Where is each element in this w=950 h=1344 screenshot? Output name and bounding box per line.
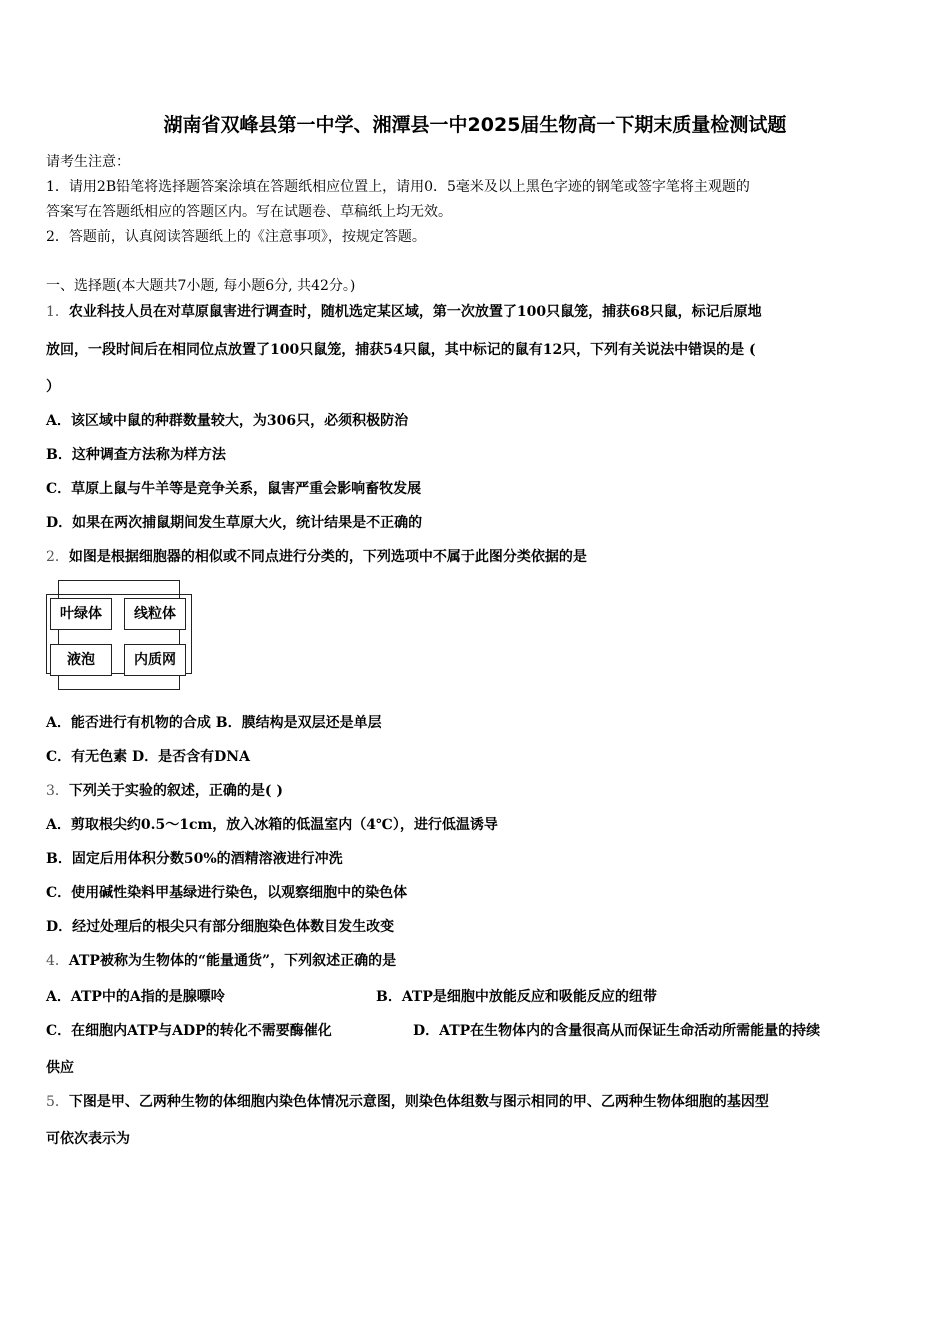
cell-mitochondria: 线粒体 — [124, 598, 186, 630]
question-3-stem — [46, 781, 283, 801]
question-4-stem — [46, 951, 396, 971]
options-2ab: A．能否进行有机物的合成 B．膜结构是双层还是单层 — [46, 715, 382, 731]
option-3b: B．固定后用体积分数50%的酒精溶液进行冲洗 — [46, 851, 343, 867]
notice-item-1: 1．请用2B铅笔将选择题答案涂填在答题纸相应位置上，请用0．5毫米及以上黑色字迹的钢笔或签字笔将主观题的 — [46, 179, 750, 195]
option-4d-cont: 供应 — [46, 1060, 74, 1076]
question-2-stem — [46, 547, 587, 567]
notice-heading: 请考生注意： — [46, 154, 130, 170]
option-4a: A．ATP中的A指的是腺嘌呤 — [46, 989, 225, 1005]
section-heading: 一、选择题(本大题共7小题, 每小题6分, 共42分。) — [46, 278, 356, 294]
cell-chloroplast: 叶绿体 — [50, 598, 112, 630]
option-4b: B．ATP是细胞中放能反应和吸能反应的纽带 — [376, 989, 657, 1005]
option-1c: C．草原上鼠与牛羊等是竞争关系，鼠害严重会影响畜牧发展 — [46, 481, 422, 497]
question-text: 下图是甲、乙两种生物的体细胞内染色体情况示意图，则染色体组数与图示相同的甲、乙两种生物体细胞的基因型 — [68, 1094, 769, 1110]
page-title: 湖南省双峰县第一中学、湘潭县一中2025届生物高一下期末质量检测试题 — [163, 114, 787, 136]
question-number: 3． — [46, 783, 69, 799]
question-number: 2． — [46, 549, 69, 565]
question-1-stem-end: ） — [46, 379, 60, 395]
option-1b: B．这种调查方法称为样方法 — [46, 447, 226, 463]
question-1-stem — [46, 302, 762, 322]
question-5-stem — [46, 1092, 769, 1112]
option-4d: D．ATP在生物体内的含量很高从而保证生命活动所需能量的持续 — [413, 1023, 821, 1039]
question-1-stem-cont: 放回，一段时间后在相同位点放置了100只鼠笼，捕获54只鼠，其中标记的鼠有12只，下列有关说法中错误的是 ( — [46, 342, 756, 358]
options-2cd: C．有无色素 D．是否含有DNA — [46, 749, 250, 765]
question-text: 下列关于实验的叙述，正确的是( ) — [68, 783, 284, 799]
organelle-classification-diagram — [44, 578, 196, 692]
question-number: 5． — [46, 1094, 69, 1110]
question-text: ATP被称为生物体的“能量通货”，下列叙述正确的是 — [68, 953, 397, 969]
notice-item-1-cont: 答案写在答题纸相应的答题区内。写在试题卷、草稿纸上均无效。 — [46, 204, 452, 220]
question-number: 1． — [46, 304, 69, 320]
option-3d: D．经过处理后的根尖只有部分细胞染色体数目发生改变 — [46, 919, 395, 935]
cell-er: 内质网 — [124, 644, 186, 676]
option-3c: C．使用碱性染料甲基绿进行染色，以观察细胞中的染色体 — [46, 885, 408, 901]
cell-vacuole: 液泡 — [50, 644, 112, 676]
question-number: 4． — [46, 953, 69, 969]
option-1d: D．如果在两次捕鼠期间发生草原大火，统计结果是不正确的 — [46, 515, 423, 531]
question-5-stem-cont: 可依次表示为 — [46, 1131, 130, 1147]
notice-item-2: 2．答题前，认真阅读答题纸上的《注意事项》，按规定答题。 — [46, 229, 426, 245]
option-1a: A．该区域中鼠的种群数量较大，为306只，必须积极防治 — [46, 413, 409, 429]
question-text: 如图是根据细胞器的相似或不同点进行分类的，下列选项中不属于此图分类依据的是 — [68, 549, 587, 565]
option-4c: C．在细胞内ATP与ADP的转化不需要酶催化 — [46, 1023, 332, 1039]
question-text: 农业科技人员在对草原鼠害进行调查时，随机选定某区域，第一次放置了100只鼠笼，捕获68只鼠，标记后原地 — [68, 304, 762, 320]
option-3a: A．剪取根尖约0.5～1cm，放入冰箱的低温室内（4℃），进行低温诱导 — [46, 817, 498, 833]
